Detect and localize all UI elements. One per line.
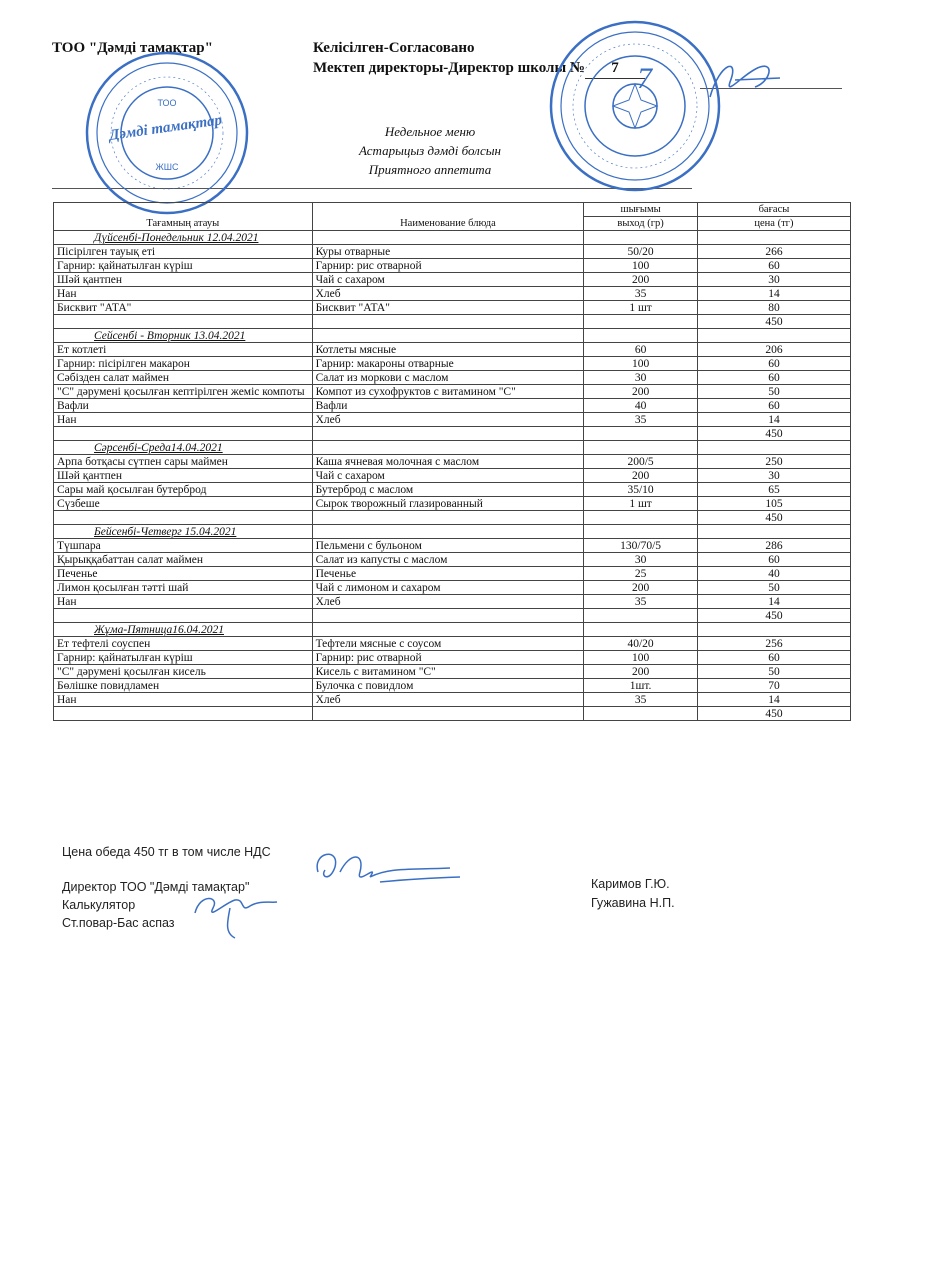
dish-output: 35	[584, 287, 698, 301]
dish-price: 250	[697, 455, 850, 469]
dish-price: 256	[697, 637, 850, 651]
dish-output: 1 шт	[584, 497, 698, 511]
empty-cell	[312, 441, 584, 455]
empty-cell	[312, 707, 584, 721]
empty-cell	[312, 525, 584, 539]
dish-name-ru: Хлеб	[312, 287, 584, 301]
day-total-row	[54, 707, 851, 721]
dish-price: 65	[697, 483, 850, 497]
dish-output: 100	[584, 259, 698, 273]
dish-name-kz: Вафли	[54, 399, 313, 413]
dish-name-kz: Бөлішке повидламен	[54, 679, 313, 693]
dish-name-ru: Вафли	[312, 399, 584, 413]
dish-name-kz: Ет тефтелі соуспен	[54, 637, 313, 651]
day-total-row	[54, 511, 851, 525]
table-row	[54, 455, 851, 469]
dish-output: 200	[584, 665, 698, 679]
empty-cell	[584, 231, 698, 245]
dish-name-kz: Нан	[54, 693, 313, 707]
dish-price: 70	[697, 679, 850, 693]
header-col-output-kz: шығымы	[584, 203, 698, 217]
director-school-signature	[700, 52, 790, 112]
title-line-1: Недельное меню	[384, 124, 476, 139]
dish-output: 200/5	[584, 455, 698, 469]
school-number: 7	[585, 58, 645, 79]
director-signature	[310, 842, 470, 907]
day-header-row	[54, 231, 851, 245]
dish-name-ru: Хлеб	[312, 595, 584, 609]
day-total: 450	[697, 427, 850, 441]
table-row	[54, 553, 851, 567]
empty-cell	[584, 609, 698, 623]
table-row	[54, 287, 851, 301]
table-row	[54, 567, 851, 581]
empty-cell	[54, 609, 313, 623]
empty-cell	[697, 623, 850, 637]
dish-output: 30	[584, 553, 698, 567]
dish-price: 60	[697, 651, 850, 665]
day-total: 450	[697, 707, 850, 721]
dish-output: 35	[584, 595, 698, 609]
table-row	[54, 413, 851, 427]
header-col-price-kz: бағасы	[697, 203, 850, 217]
company-name: ТОО "Дәмді тамақтар"	[52, 40, 213, 56]
dish-price: 14	[697, 287, 850, 301]
dish-price: 50	[697, 581, 850, 595]
day-name: Сәрсенбі-Среда14.04.2021	[54, 441, 313, 455]
day-total: 450	[697, 609, 850, 623]
table-row	[54, 637, 851, 651]
table-row	[54, 301, 851, 315]
menu-titles	[300, 122, 560, 179]
dish-name-ru: Чай с сахаром	[312, 469, 584, 483]
empty-cell	[584, 511, 698, 525]
dish-price: 286	[697, 539, 850, 553]
dish-name-kz: Бисквит "АТА"	[54, 301, 313, 315]
header-col-kz: Тағамның атауы	[54, 203, 313, 231]
empty-cell	[312, 511, 584, 525]
calculator-name: Гужавина Н.П.	[591, 896, 675, 910]
dish-output: 200	[584, 469, 698, 483]
empty-cell	[312, 315, 584, 329]
empty-cell	[54, 427, 313, 441]
empty-cell	[697, 441, 850, 455]
dish-output: 25	[584, 567, 698, 581]
day-header-row	[54, 623, 851, 637]
dish-name-kz: Шәй қантпен	[54, 273, 313, 287]
table-row	[54, 245, 851, 259]
agreed-label: Келісілген-Согласовано	[313, 40, 475, 56]
dish-name-ru: Гарнир: рис отварной	[312, 259, 584, 273]
table-row	[54, 679, 851, 693]
empty-cell	[584, 707, 698, 721]
empty-cell	[697, 525, 850, 539]
dish-name-ru: Пельмени с бульоном	[312, 539, 584, 553]
table-header-row-1	[54, 203, 851, 217]
dish-name-ru: Чай с сахаром	[312, 273, 584, 287]
stamp-name: Дәмді тамақтар	[108, 112, 224, 144]
dish-name-ru: Бисквит "АТА"	[312, 301, 584, 315]
dish-output: 1шт.	[584, 679, 698, 693]
dish-name-ru: Тефтели мясные с соусом	[312, 637, 584, 651]
dish-price: 206	[697, 343, 850, 357]
dish-name-ru: Хлеб	[312, 693, 584, 707]
dish-output: 100	[584, 651, 698, 665]
day-header-row	[54, 525, 851, 539]
day-name: Жұма-Пятница16.04.2021	[54, 623, 313, 637]
dish-output: 200	[584, 273, 698, 287]
table-row	[54, 385, 851, 399]
header-col-output-ru: выход (гр)	[584, 217, 698, 231]
dish-price: 40	[697, 567, 850, 581]
dish-output: 30	[584, 371, 698, 385]
table-row	[54, 693, 851, 707]
empty-cell	[584, 315, 698, 329]
day-name: Дүйсенбі-Понедельник 12.04.2021	[54, 231, 313, 245]
table-row	[54, 259, 851, 273]
dish-price: 50	[697, 665, 850, 679]
day-name: Бейсенбі-Четверг 15.04.2021	[54, 525, 313, 539]
dish-price: 30	[697, 469, 850, 483]
empty-cell	[584, 441, 698, 455]
day-total: 450	[697, 511, 850, 525]
day-header-row	[54, 441, 851, 455]
dish-name-kz: Түшпара	[54, 539, 313, 553]
stamp-abbr-bottom: ЖШС	[155, 162, 179, 172]
empty-cell	[312, 427, 584, 441]
director-name: Каримов Г.Ю.	[591, 877, 670, 891]
empty-cell	[697, 329, 850, 343]
table-row	[54, 399, 851, 413]
dish-price: 105	[697, 497, 850, 511]
dish-name-kz: Нан	[54, 595, 313, 609]
table-row	[54, 469, 851, 483]
table-row	[54, 595, 851, 609]
empty-cell	[697, 231, 850, 245]
dish-name-kz: Гарнир: пісірілген макарон	[54, 357, 313, 371]
dish-name-ru: Гарнир: макароны отварные	[312, 357, 584, 371]
header-col-ru: Наименование блюда	[312, 203, 584, 231]
dish-name-kz: Лимон қосылған тәтті шай	[54, 581, 313, 595]
table-row	[54, 651, 851, 665]
dish-name-kz: Қырыққабаттан салат маймен	[54, 553, 313, 567]
dish-name-ru: Салат из капусты с маслом	[312, 553, 584, 567]
empty-cell	[584, 525, 698, 539]
dish-output: 200	[584, 385, 698, 399]
dish-name-kz: Гарнир: қайнатылған күріш	[54, 651, 313, 665]
dish-name-ru: Хлеб	[312, 413, 584, 427]
dish-name-ru: Булочка с повидлом	[312, 679, 584, 693]
dish-price: 266	[697, 245, 850, 259]
dish-name-ru: Бутерброд с маслом	[312, 483, 584, 497]
dish-output: 60	[584, 343, 698, 357]
dish-name-kz: Сүзбеше	[54, 497, 313, 511]
menu-table	[53, 202, 851, 721]
day-total-row	[54, 315, 851, 329]
dish-name-kz: "С" дәрумені қосылған кисель	[54, 665, 313, 679]
empty-cell	[54, 315, 313, 329]
dish-price: 14	[697, 595, 850, 609]
dish-price: 60	[697, 371, 850, 385]
dish-name-ru: Гарнир: рис отварной	[312, 651, 584, 665]
director-line-label: Мектеп директоры-Директор школы №	[313, 60, 585, 76]
table-row	[54, 581, 851, 595]
chef-label: Ст.повар-Бас аспаз	[62, 916, 175, 930]
table-row	[54, 357, 851, 371]
calculator-signature	[185, 888, 285, 943]
dish-price: 80	[697, 301, 850, 315]
dish-name-ru: Печенье	[312, 567, 584, 581]
day-name: Сейсенбі - Вторник 13.04.2021	[54, 329, 313, 343]
dish-name-ru: Компот из сухофруктов с витамином "С"	[312, 385, 584, 399]
empty-cell	[312, 609, 584, 623]
dish-output: 40	[584, 399, 698, 413]
dish-name-kz: Арпа ботқасы сүтпен сары маймен	[54, 455, 313, 469]
title-line-2: Астарыцыз дәмді болсын	[359, 143, 501, 158]
dish-output: 35	[584, 693, 698, 707]
dish-name-ru: Кисель с витамином "С"	[312, 665, 584, 679]
dish-name-kz: Нан	[54, 287, 313, 301]
empty-cell	[54, 707, 313, 721]
price-note: Цена обеда 450 тг в том числе НДС	[62, 845, 271, 859]
dish-output: 1 шт	[584, 301, 698, 315]
dish-output: 35	[584, 413, 698, 427]
dish-output: 40/20	[584, 637, 698, 651]
dish-output: 35/10	[584, 483, 698, 497]
dish-name-kz: Шәй қантпен	[54, 469, 313, 483]
dish-name-kz: Гарнир: қайнатылған күріш	[54, 259, 313, 273]
dish-name-ru: Салат из моркови с маслом	[312, 371, 584, 385]
table-row	[54, 497, 851, 511]
table-row	[54, 273, 851, 287]
dish-price: 30	[697, 273, 850, 287]
dish-output: 200	[584, 581, 698, 595]
dish-price: 14	[697, 413, 850, 427]
day-total-row	[54, 427, 851, 441]
dish-name-ru: Чай с лимоном и сахаром	[312, 581, 584, 595]
dish-name-kz: Печенье	[54, 567, 313, 581]
title-line-3: Приятного аппетита	[368, 162, 492, 177]
table-row	[54, 371, 851, 385]
dish-name-kz: Сәбізден салат маймен	[54, 371, 313, 385]
empty-cell	[584, 427, 698, 441]
day-header-row	[54, 329, 851, 343]
dish-price: 14	[697, 693, 850, 707]
dish-name-kz: "С" дәрумені қосылған кептірілген жеміс компоты	[54, 385, 313, 399]
empty-cell	[54, 511, 313, 525]
dish-name-ru: Куры отварные	[312, 245, 584, 259]
day-total-row	[54, 609, 851, 623]
dish-name-kz: Сары май қосылған бутерброд	[54, 483, 313, 497]
dish-name-kz: Ет котлеті	[54, 343, 313, 357]
table-row	[54, 483, 851, 497]
dish-name-ru: Сырок творожный глазированный	[312, 497, 584, 511]
dish-price: 60	[697, 553, 850, 567]
calculator-label: Калькулятор	[62, 898, 136, 912]
empty-cell	[584, 623, 698, 637]
empty-cell	[312, 231, 584, 245]
dish-price: 60	[697, 399, 850, 413]
dish-price: 50	[697, 385, 850, 399]
empty-cell	[312, 623, 584, 637]
day-total: 450	[697, 315, 850, 329]
dish-name-kz: Нан	[54, 413, 313, 427]
director-label: Директор ТОО "Дәмді тамақтар"	[62, 880, 250, 894]
empty-cell	[584, 329, 698, 343]
dish-output: 130/70/5	[584, 539, 698, 553]
company-stamp	[82, 48, 252, 218]
empty-cell	[312, 329, 584, 343]
table-row	[54, 539, 851, 553]
dish-output: 100	[584, 357, 698, 371]
table-row	[54, 343, 851, 357]
dish-price: 60	[697, 259, 850, 273]
dish-name-ru: Котлеты мясные	[312, 343, 584, 357]
header-col-price-ru: цена (тг)	[697, 217, 850, 231]
dish-output: 50/20	[584, 245, 698, 259]
stamp-abbr-top: ТОО	[157, 98, 177, 108]
dish-price: 60	[697, 357, 850, 371]
dish-name-kz: Пісірілген тауық еті	[54, 245, 313, 259]
dish-name-ru: Каша ячневая молочная с маслом	[312, 455, 584, 469]
school-stamp	[545, 16, 725, 196]
table-row	[54, 665, 851, 679]
school-number-handwritten: 7	[637, 62, 652, 95]
